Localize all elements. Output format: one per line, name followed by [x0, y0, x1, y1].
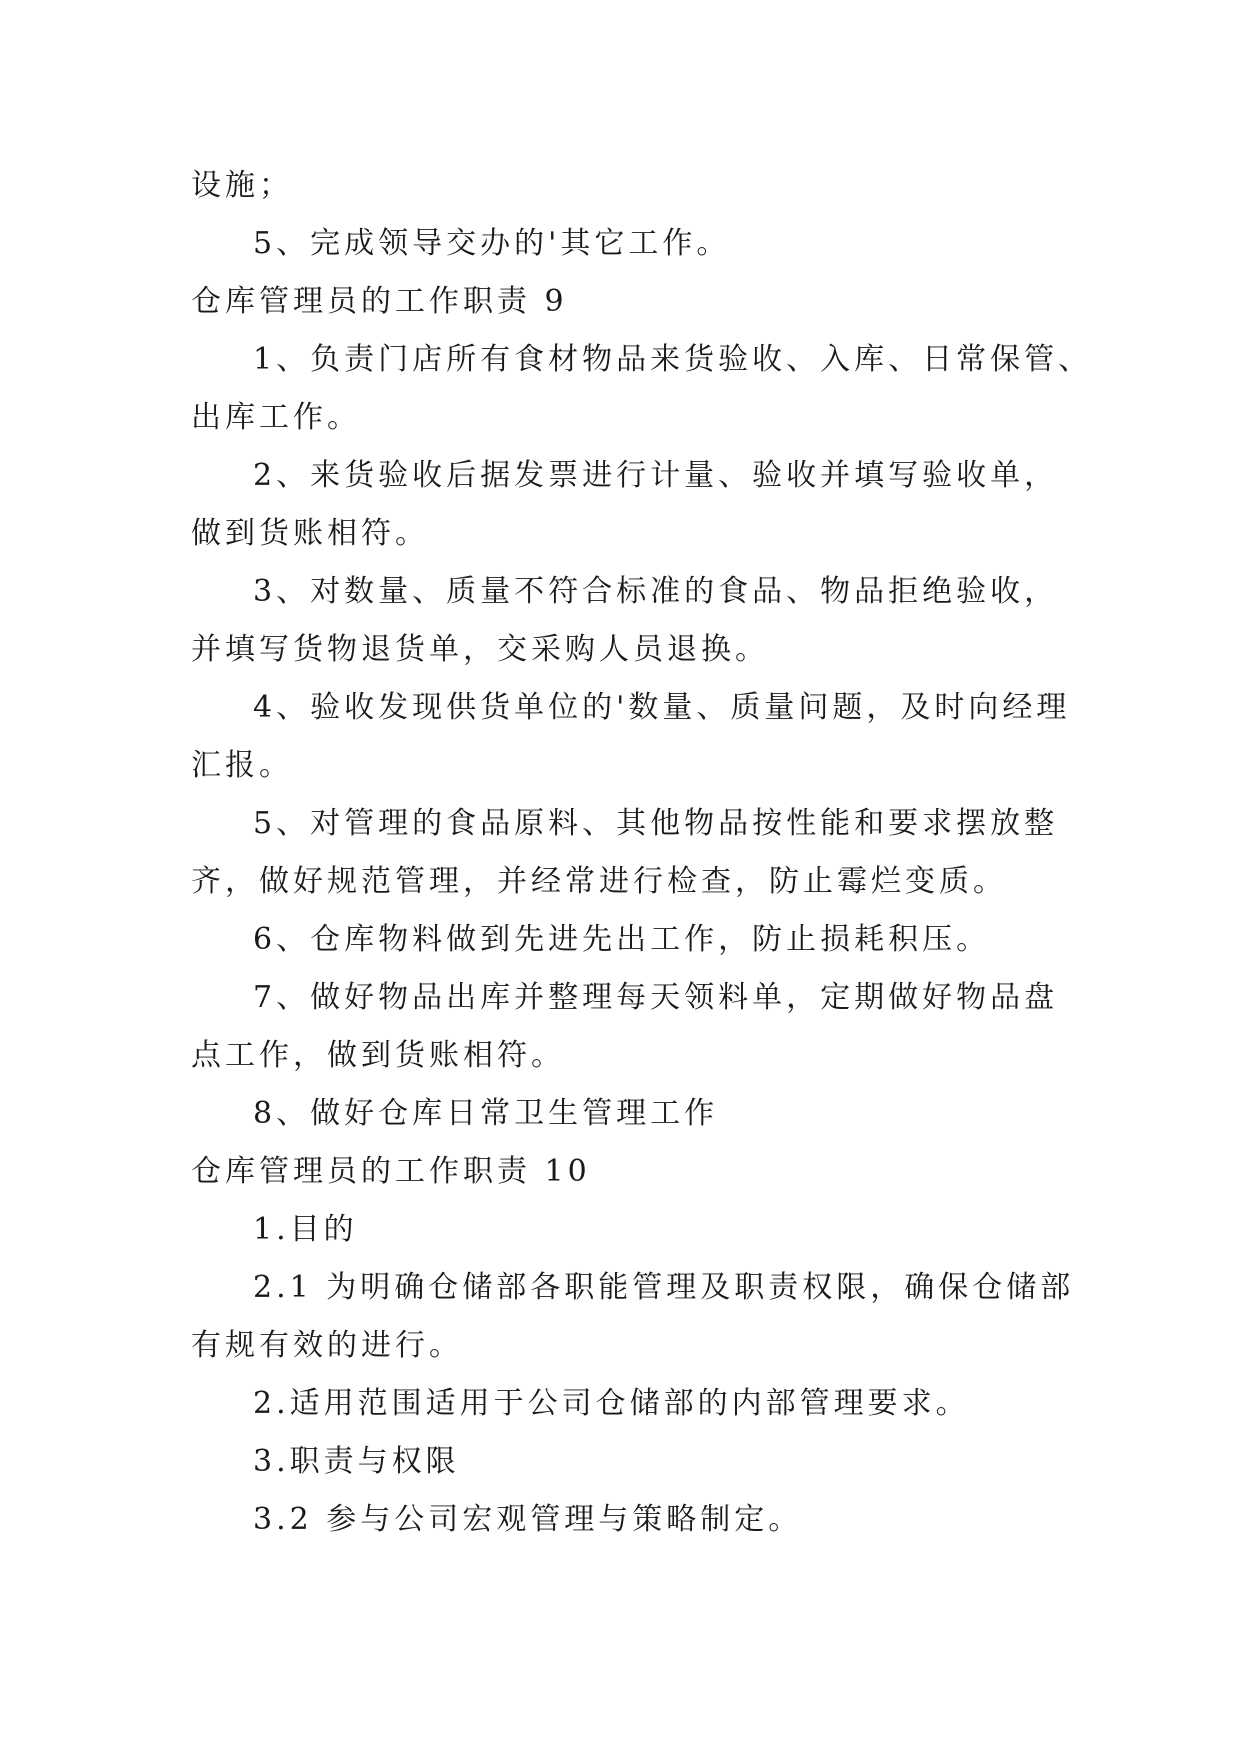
paragraph-line: 并填写货物退货单，交采购人员退换。 — [191, 632, 769, 667]
paragraph-line: 汇报。 — [191, 748, 293, 783]
paragraph-line: 3、对数量、质量不符合标准的食品、物品拒绝验收， — [253, 574, 1059, 609]
paragraph-line: 7、做好物品出库并整理每天领料单，定期做好物品盘 — [253, 980, 1059, 1015]
paragraph-line: 1、负责门店所有食材物品来货验收、入库、日常保管、 — [253, 342, 1093, 377]
paragraph-line: 出库工作。 — [191, 400, 361, 435]
paragraph-line: 齐，做好规范管理，并经常进行检查，防止霉烂变质。 — [191, 864, 1007, 899]
section-heading: 仓库管理员的工作职责 10 — [191, 1154, 591, 1189]
paragraph-line: 5、完成领导交办的'其它工作。 — [253, 226, 731, 261]
paragraph-line: 2.1 为明确仓储部各职能管理及职责权限，确保仓储部 — [253, 1270, 1075, 1305]
paragraph-line: 设施； — [191, 168, 293, 203]
paragraph-line: 有规有效的进行。 — [191, 1328, 463, 1363]
paragraph-line: 3.职责与权限 — [253, 1444, 460, 1479]
paragraph-line: 3.2 参与公司宏观管理与策略制定。 — [253, 1502, 803, 1537]
paragraph-line: 4、验收发现供货单位的'数量、质量问题，及时向经理 — [253, 690, 1071, 725]
paragraph-line: 6、仓库物料做到先进先出工作，防止损耗积压。 — [253, 922, 991, 957]
section-heading: 仓库管理员的工作职责 9 — [191, 284, 568, 319]
paragraph-line: 2、来货验收后据发票进行计量、验收并填写验收单， — [253, 458, 1059, 493]
paragraph-line: 2.适用范围适用于公司仓储部的内部管理要求。 — [253, 1386, 970, 1421]
paragraph-line: 点工作，做到货账相符。 — [191, 1038, 565, 1073]
paragraph-line: 做到货账相符。 — [191, 516, 429, 551]
paragraph-line: 5、对管理的食品原料、其他物品按性能和要求摆放整 — [253, 806, 1059, 841]
paragraph-line: 1.目的 — [253, 1212, 358, 1247]
paragraph-line: 8、做好仓库日常卫生管理工作 — [253, 1096, 719, 1131]
